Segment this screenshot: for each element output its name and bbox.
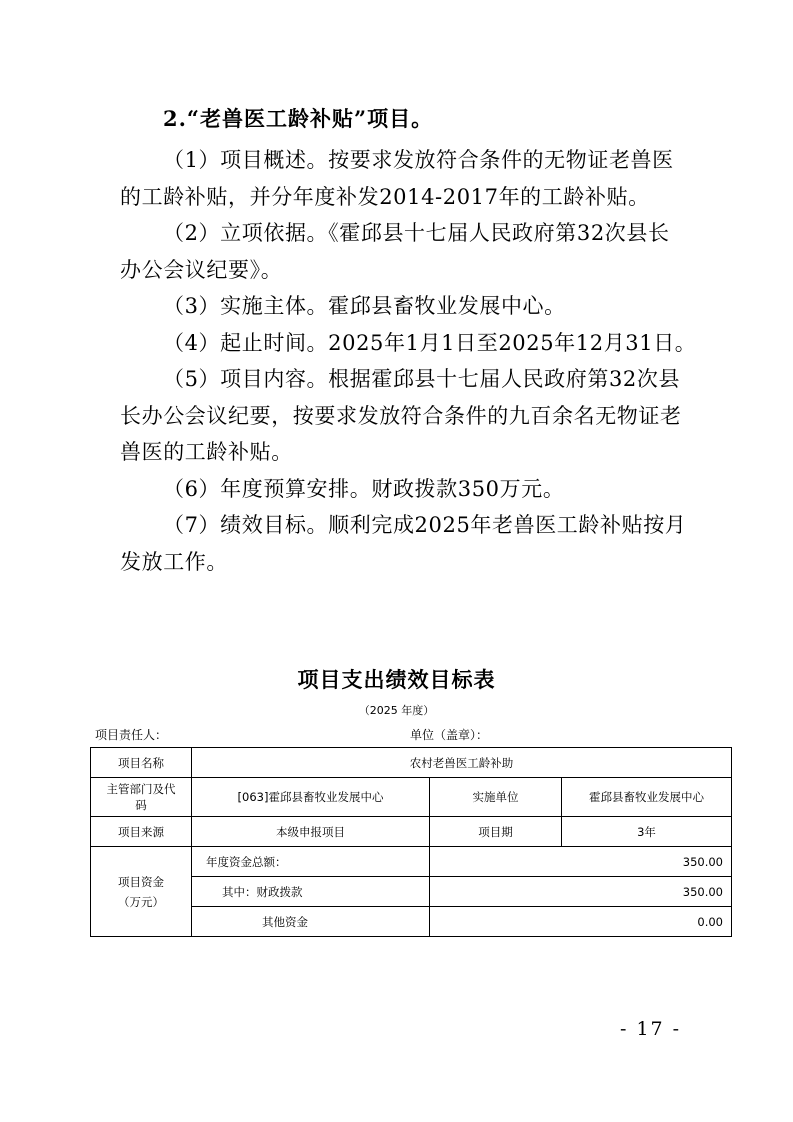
table-row: [91, 847, 732, 877]
source-label: 项目来源: [91, 817, 192, 847]
paragraph-first-line: （6）年度预算安排。财政拨款350万元。: [163, 476, 565, 501]
table-row: [91, 817, 732, 847]
period-label: 项目期: [430, 817, 562, 847]
paragraph-line: 发放工作。: [120, 549, 228, 574]
paragraph-line: 兽医的工龄补贴。: [120, 440, 293, 464]
responsible-person-label: 项目责任人：: [95, 728, 168, 742]
fiscal-label: 其中：财政拨款: [192, 877, 430, 907]
total-value: 350.00: [430, 847, 732, 877]
table-row: [91, 748, 732, 778]
paragraph-line: 的工龄补贴，并分年度补发2014-2017年的工龄补贴。: [120, 184, 650, 209]
dept-label: 主管部门及代 码: [91, 778, 192, 817]
total-label: 年度资金总额：: [192, 847, 430, 877]
period-value: 3年: [562, 817, 732, 847]
paragraph-first-line: （5）项目内容。根据霍邱县十七届人民政府第32次县: [163, 367, 681, 391]
project-name-value: 农村老兽医工龄补助: [192, 748, 732, 778]
page-number: - 17 -: [620, 1018, 682, 1040]
paragraph-line: 长办公会议纪要，按要求发放符合条件的九百余名无物证老: [120, 403, 682, 428]
table-title: 项目支出绩效目标表: [297, 667, 496, 692]
table-year: （2025 年度）: [358, 704, 435, 717]
other-value: 0.00: [430, 907, 732, 937]
section-heading: 2.“老兽医工龄补贴”项目。: [163, 106, 434, 131]
paragraph-line: 办公会议纪要》。: [120, 257, 283, 282]
impl-value: 霍邱县畜牧业发展中心: [562, 778, 732, 817]
source-value: 本级申报项目: [192, 817, 430, 847]
fund-label: 项目资金 （万元）: [91, 847, 192, 937]
other-label: 其他资金: [192, 907, 430, 937]
table-row: [91, 778, 732, 817]
impl-label: 实施单位: [430, 778, 562, 817]
paragraph-first-line: （2）立项依据。《霍邱县十七届人民政府第32次县长: [163, 221, 670, 245]
performance-table: [90, 747, 732, 937]
unit-seal-label: 单位（盖章）：: [410, 728, 489, 742]
paragraph-first-line: （1）项目概述。按要求发放符合条件的无物证老兽医: [163, 148, 674, 172]
paragraph-first-line: （7）绩效目标。顺利完成2025年老兽医工龄补贴按月: [163, 513, 687, 537]
paragraph-first-line: （4）起止时间。2025年1月1日至2025年12月31日。: [163, 330, 697, 355]
paragraph-first-line: （3）实施主体。霍邱县畜牧业发展中心。: [163, 294, 566, 318]
fiscal-value: 350.00: [430, 877, 732, 907]
dept-value: [063]霍邱县畜牧业发展中心: [192, 778, 430, 817]
project-name-label: 项目名称: [91, 748, 192, 778]
